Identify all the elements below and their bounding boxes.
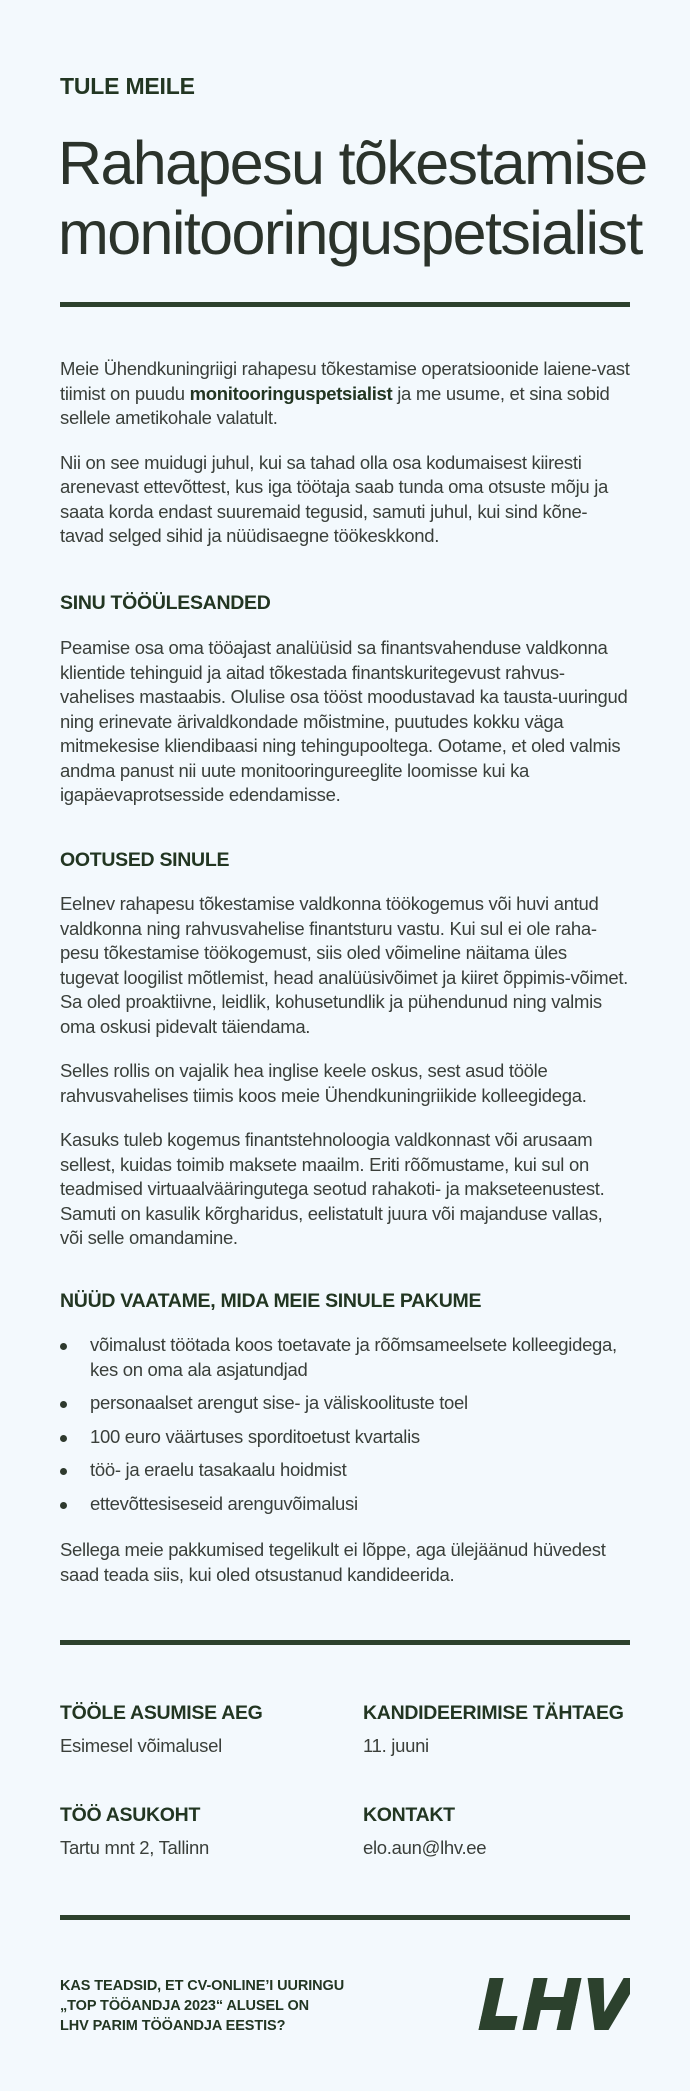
location-block <box>60 1804 340 1859</box>
offer-heading: NÜÜD VAATAME, MIDA MEIE SINULE PAKUME <box>60 1290 482 1312</box>
eyebrow-label: TULE MEILE <box>60 73 195 99</box>
bullet-icon <box>60 1435 67 1442</box>
list-item: võimalust töötada koos toetavate ja rõõmsameelsete kolleegidega, kes on oma ala asjatundjad <box>60 1333 630 1382</box>
location-value: Tartu mnt 2, Tallinn <box>60 1837 209 1858</box>
contact-email-link[interactable]: elo.aun@lhv.ee <box>363 1837 487 1858</box>
start-date-value: Esimesel võimalusel <box>60 1735 222 1756</box>
offer-list <box>60 1333 630 1525</box>
location-label: TÖÖ ASUKOHT <box>60 1804 201 1826</box>
title-line-2: monitooringuspetsialist <box>58 199 642 267</box>
offer-closing-paragraph: Sellega meie pakkumised tegelikult ei lõppe, aga ülejäänud hüvedest saad teada siis, kui oled otsustanud kandideerida. <box>60 1539 606 1585</box>
bullet-icon <box>60 1468 67 1475</box>
divider-top <box>60 302 630 307</box>
divider-middle <box>60 1640 630 1645</box>
expectations-paragraph-3: Kasuks tuleb kogemus finantstehnoloogia valdkonnast või arusaam sellest, kuidas toimib maksete maailm. Eriti rõõmustame, kui sul on teadmised virtuaalvääringutega seotud rahakoti- ja makseteenustest. Samuti on kasulik kõrgharidus, eelistatult juura või majanduse vallas, või selle omandamine. <box>60 1129 605 1248</box>
contact-label: KONTAKT <box>363 1804 455 1826</box>
start-date-block <box>60 1702 340 1757</box>
divider-bottom <box>60 1915 630 1920</box>
expectations-paragraph-2: Selles rollis on vajalik hea inglise keele oskus, sest asud tööle rahvusvahelises tiimis koos meie Ühendkuningriikide kolleegidega. <box>60 1060 587 1106</box>
highlighted-role: monitooringuspetsialist <box>189 382 393 404</box>
intro-section <box>60 357 630 569</box>
title-line-1: Rahapesu tõkestamise <box>58 129 647 197</box>
list-item: personaalset arengut sise- ja väliskoolituste toel <box>60 1391 630 1416</box>
expectations-paragraph-1: Eelnev rahapesu tõkestamise valdkonna töökogemus või huvi antud valdkonna ning rahvusvahelise finantsturu vastu. Kui sul ei ole raha-pesu tõkestamise töökogemust, siis oled võimeline näitama üles tugevat loogilist mõtlemist, head analüüsivõimet ja kiiret õppimis-võimet. Sa oled proaktiivne, leidlik, kohusetundlik ja pühendunud ning valmis oma oskusi pidevalt täiendama. <box>60 893 629 1037</box>
duties-paragraph: Peamise osa oma tööajast analüüsid sa finantsvahenduse valdkonna klientide tehinguid ja aitad tõkestada finantskuritegevust rahvus-vahelises mastaabis. Olulise osa tööst moodustavad ka tausta-uuringud ning erinevate ärivaldkondade mõistmine, puutudes kokku väga mitmekesise kliendibaasi ning tehingupooltega. Ootame, et oled valmis andma panust nii uute monitooringureeglite loomisse kui ka igapäevaprotsesside edendamisse. <box>60 637 628 805</box>
bullet-icon <box>60 1502 67 1509</box>
list-item: ettevõttesiseseid arenguvõimalusi <box>60 1492 630 1517</box>
expectations-heading: OOTUSED SINULE <box>60 849 230 871</box>
duties-section <box>60 636 630 828</box>
lhv-logo <box>476 1976 630 2032</box>
contact-block <box>363 1804 643 1859</box>
intro-paragraph-2: Nii on see muidugi juhul, kui sa tahad olla osa kodumaisest kiiresti arenevast ettevõttest, kus iga töötaja saab tunda oma otsuste mõju ja saata korda endast suuremaid tegusid, samuti juhul, kui sind kõne-tavad selged sihid ja nüüdisaegne töökeskkond. <box>60 451 609 546</box>
deadline-label: KANDIDEERIMISE TÄHTAEG <box>363 1702 624 1724</box>
duties-heading: SINU TÖÖÜLESANDED <box>60 592 271 614</box>
employer-award-note: KAS TEADSID, ET CV-ONLINE’I UURINGU „TOP TÖÖANDJA 2023“ ALUSEL ON LHV PARIM TÖÖANDJA EESTIS? <box>60 1978 345 2034</box>
offer-closing-section <box>60 1538 630 1607</box>
bullet-icon <box>60 1343 67 1350</box>
page-title <box>58 128 658 268</box>
deadline-value: 11. juuni <box>363 1735 429 1756</box>
deadline-block <box>363 1702 643 1757</box>
intro-paragraph-1: Meie Ühendkuningriigi rahapesu tõkestamise operatsioonide laiene-vast tiimist on puudu monitooringuspetsialist ja me usume, et sina sobid sellele ametikohale valatult. <box>60 358 630 428</box>
expectations-section <box>60 892 630 1271</box>
start-date-label: TÖÖLE ASUMISE AEG <box>60 1702 263 1724</box>
bullet-icon <box>60 1401 67 1408</box>
list-item: töö- ja eraelu tasakaalu hoidmist <box>60 1458 630 1483</box>
list-item: 100 euro väärtuses sporditoetust kvartalis <box>60 1425 630 1450</box>
